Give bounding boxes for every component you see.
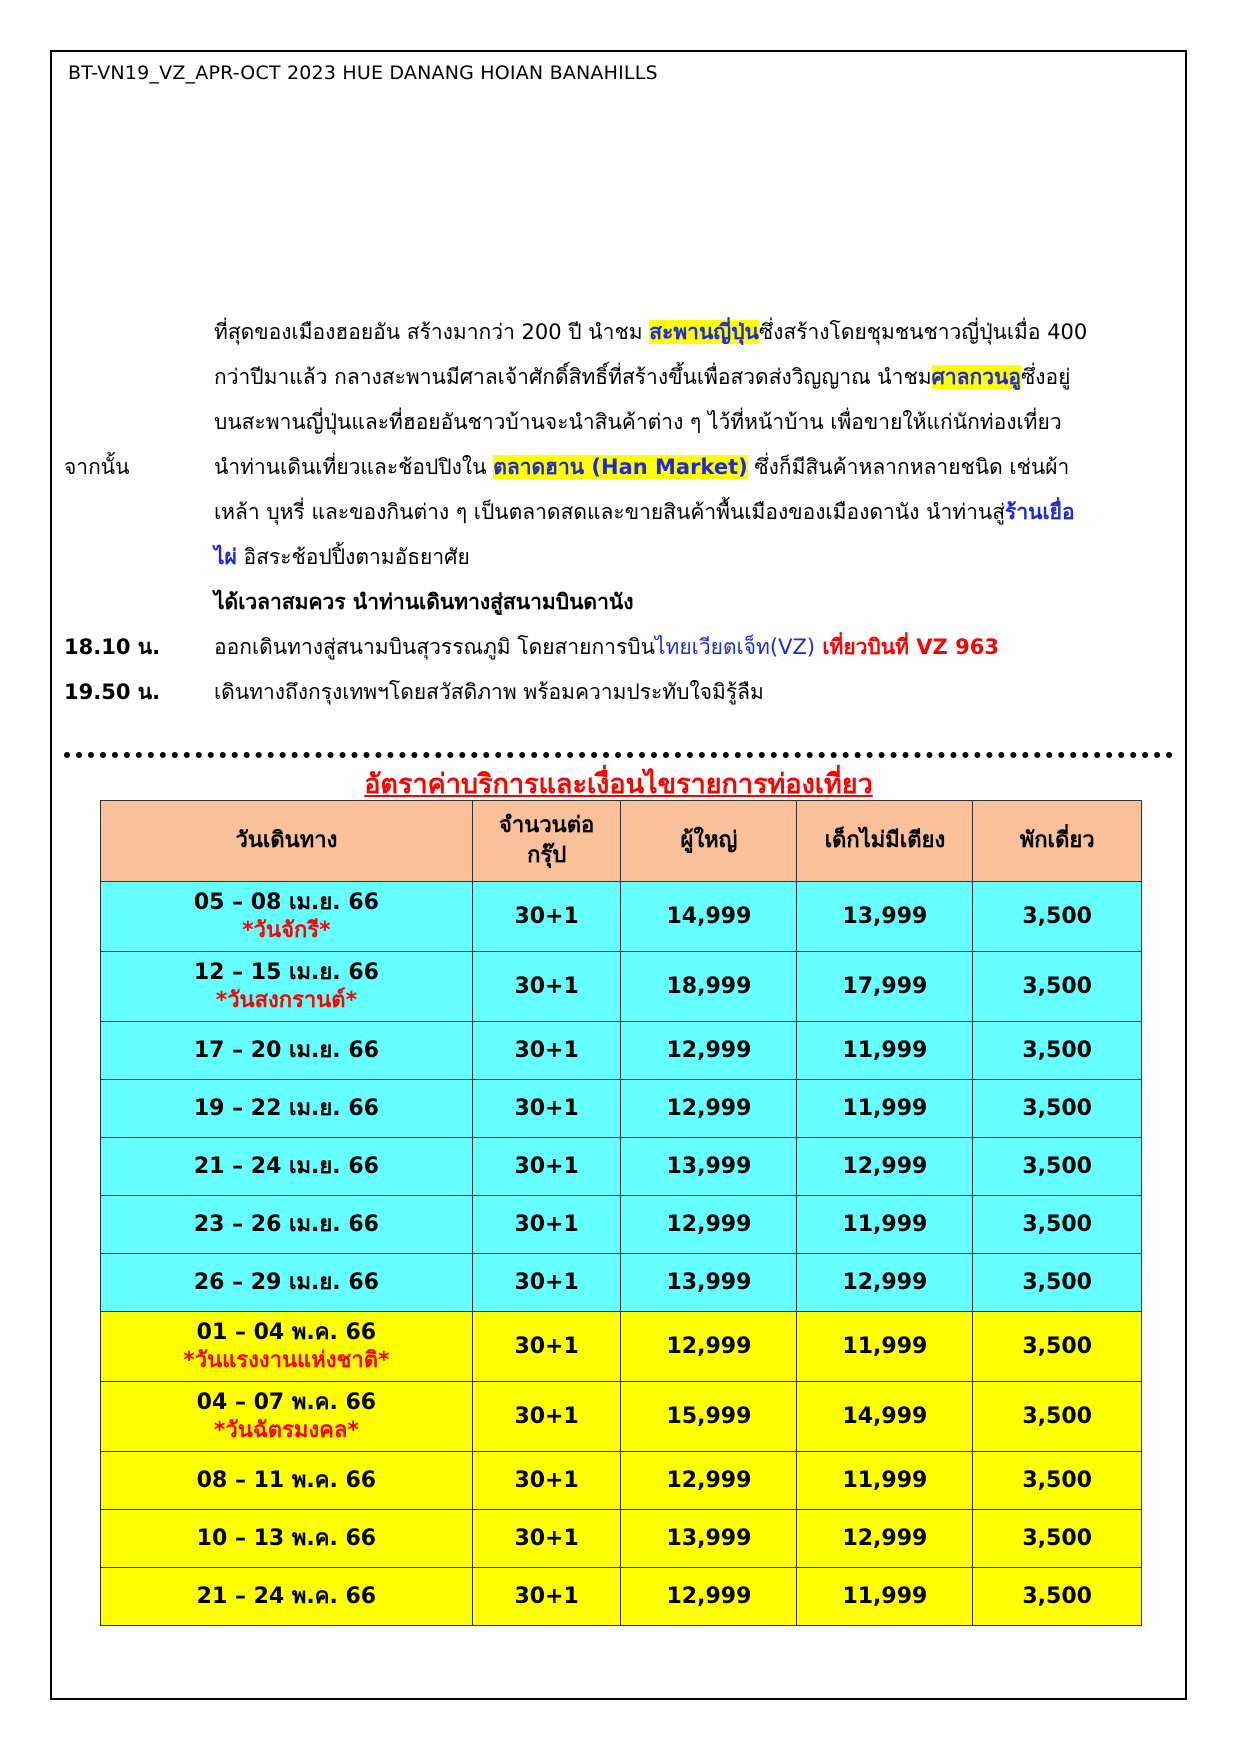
dotted-divider bbox=[64, 752, 1173, 758]
cell-travel-date bbox=[101, 1080, 473, 1138]
cell-adult-price: 13,999 bbox=[621, 1138, 797, 1196]
cell-child-price: 13,999 bbox=[797, 882, 973, 952]
time-1810: 18.10 น. bbox=[64, 635, 161, 659]
bamboo-shop-text: ร้านเยื่อ bbox=[1005, 500, 1075, 524]
text-span: อิสระช้อปปิ้งตามอัธยาศัย bbox=[236, 545, 470, 569]
table-row bbox=[101, 952, 1142, 1022]
then-label: จากนั้น bbox=[64, 455, 130, 479]
highlight-japanese-bridge: สะพานญี่ปุ่น bbox=[649, 320, 759, 344]
text-span: ซึ่งก็มีสินค้าหลากหลายชนิด เช่นผ้า bbox=[747, 455, 1070, 479]
cell-child-price: 11,999 bbox=[797, 1022, 973, 1080]
cell-adult-price: 15,999 bbox=[621, 1382, 797, 1452]
header-adult: ผู้ใหญ่ bbox=[621, 801, 797, 882]
cell-group-size: 30+1 bbox=[472, 1138, 621, 1196]
itinerary-line-8 bbox=[214, 632, 999, 662]
page-frame bbox=[50, 50, 1187, 1700]
itinerary-line-2 bbox=[214, 362, 1070, 392]
holiday-note: *วันแรงงานแห่งชาติ* bbox=[183, 1347, 390, 1373]
date-range: 08 – 11 พ.ค. 66 bbox=[196, 1467, 377, 1493]
cell-single-supplement: 3,500 bbox=[973, 1568, 1142, 1626]
flight-number: เที่ยวบินที่ VZ 963 bbox=[815, 635, 999, 659]
cell-group-size: 30+1 bbox=[472, 1452, 621, 1510]
table-row bbox=[101, 1022, 1142, 1080]
table-row bbox=[101, 1080, 1142, 1138]
cell-single-supplement: 3,500 bbox=[973, 1196, 1142, 1254]
cell-group-size: 30+1 bbox=[472, 1382, 621, 1452]
cell-child-price: 11,999 bbox=[797, 1080, 973, 1138]
table-row bbox=[101, 1568, 1142, 1626]
time-1950: 19.50 น. bbox=[64, 680, 161, 704]
date-range: 23 – 26 เม.ย. 66 bbox=[193, 1211, 379, 1237]
highlight-guan-yu-shrine: ศาลกวนอู bbox=[931, 365, 1022, 389]
cell-child-price: 12,999 bbox=[797, 1510, 973, 1568]
cell-single-supplement: 3,500 bbox=[973, 1080, 1142, 1138]
cell-adult-price: 13,999 bbox=[621, 1510, 797, 1568]
cell-adult-price: 14,999 bbox=[621, 882, 797, 952]
cell-adult-price: 12,999 bbox=[621, 1196, 797, 1254]
highlight-han-market: ตลาดฮาน (Han Market) bbox=[493, 455, 748, 479]
cell-travel-date bbox=[101, 1452, 473, 1510]
cell-child-price: 17,999 bbox=[797, 952, 973, 1022]
cell-single-supplement: 3,500 bbox=[973, 952, 1142, 1022]
itinerary-line-3: บนสะพานญี่ปุ่นและที่ฮอยอันชาวบ้านจะนำสินค้าต่าง ๆ ไว้ที่หน้าบ้าน เพื่อขายให้แก่นักท่องเที่ยว bbox=[214, 410, 1062, 434]
date-range: 12 – 15 เม.ย. 66 bbox=[193, 959, 379, 985]
cell-group-size: 30+1 bbox=[472, 1022, 621, 1080]
cell-single-supplement: 3,500 bbox=[973, 1382, 1142, 1452]
cell-single-supplement: 3,500 bbox=[973, 1452, 1142, 1510]
itinerary-line-1 bbox=[214, 317, 1087, 347]
itinerary-line-7: ได้เวลาสมควร นำท่านเดินทางสู่สนามบินดานัง bbox=[214, 590, 634, 614]
cell-single-supplement: 3,500 bbox=[973, 1254, 1142, 1312]
date-range: 26 – 29 เม.ย. 66 bbox=[193, 1269, 379, 1295]
cell-single-supplement: 3,500 bbox=[973, 1510, 1142, 1568]
cell-group-size: 30+1 bbox=[472, 1568, 621, 1626]
cell-group-size: 30+1 bbox=[472, 1510, 621, 1568]
cell-adult-price: 13,999 bbox=[621, 1254, 797, 1312]
date-range: 17 – 20 เม.ย. 66 bbox=[193, 1037, 379, 1063]
cell-group-size: 30+1 bbox=[472, 882, 621, 952]
cell-adult-price: 18,999 bbox=[621, 952, 797, 1022]
rates-table bbox=[100, 800, 1142, 1626]
text-span: กว่าปีมาแล้ว กลางสะพานมีศาลเจ้าศักดิ์สิทธิ์ที่สร้างขึ้นเพื่อสวดส่งวิญญาณ นำชม bbox=[214, 365, 932, 389]
holiday-note: *วันฉัตรมงคล* bbox=[213, 1417, 359, 1443]
table-row bbox=[101, 1138, 1142, 1196]
text-span: ซึ่งอยู่ bbox=[1021, 365, 1071, 389]
cell-single-supplement: 3,500 bbox=[973, 1138, 1142, 1196]
cell-adult-price: 12,999 bbox=[621, 1312, 797, 1382]
cell-travel-date bbox=[101, 1312, 473, 1382]
itinerary-line-4 bbox=[214, 452, 1069, 482]
cell-travel-date bbox=[101, 1254, 473, 1312]
cell-adult-price: 12,999 bbox=[621, 1568, 797, 1626]
date-range: 10 – 13 พ.ค. 66 bbox=[196, 1525, 377, 1551]
bamboo-shop-text-cont: ไผ่ bbox=[214, 545, 237, 569]
cell-group-size: 30+1 bbox=[472, 1196, 621, 1254]
text-span: ออกเดินทางสู่สนามบินสุวรรณภูมิ โดยสายการบิน bbox=[214, 635, 655, 659]
table-row bbox=[101, 1452, 1142, 1510]
cell-single-supplement: 3,500 bbox=[973, 1022, 1142, 1080]
cell-child-price: 11,999 bbox=[797, 1196, 973, 1254]
cell-group-size: 30+1 bbox=[472, 1254, 621, 1312]
cell-travel-date bbox=[101, 882, 473, 952]
cell-adult-price: 12,999 bbox=[621, 1022, 797, 1080]
table-row bbox=[101, 882, 1142, 952]
cell-travel-date bbox=[101, 952, 473, 1022]
table-row bbox=[101, 1312, 1142, 1382]
cell-single-supplement: 3,500 bbox=[973, 882, 1142, 952]
holiday-note: *วันจักรี* bbox=[242, 917, 331, 943]
itinerary-line-9: เดินทางถึงกรุงเทพฯโดยสวัสดิภาพ พร้อมความประทับใจมิรู้ลืม bbox=[214, 680, 764, 704]
cell-child-price: 11,999 bbox=[797, 1568, 973, 1626]
document-code: BT-VN19_VZ_APR-OCT 2023 HUE DANANG HOIAN BANAHILLS bbox=[68, 62, 658, 84]
itinerary-line-6 bbox=[214, 542, 470, 572]
cell-group-size: 30+1 bbox=[472, 1312, 621, 1382]
cell-single-supplement: 3,500 bbox=[973, 1312, 1142, 1382]
table-row bbox=[101, 1254, 1142, 1312]
cell-child-price: 11,999 bbox=[797, 1452, 973, 1510]
text-span: นำท่านเดินเที่ยวและช้อปปิงใน bbox=[214, 455, 494, 479]
cell-travel-date bbox=[101, 1382, 473, 1452]
header-child-no-bed: เด็กไม่มีเตียง bbox=[797, 801, 973, 882]
cell-child-price: 14,999 bbox=[797, 1382, 973, 1452]
header-travel-date: วันเดินทาง bbox=[101, 801, 473, 882]
cell-group-size: 30+1 bbox=[472, 1080, 621, 1138]
cell-adult-price: 12,999 bbox=[621, 1080, 797, 1138]
cell-travel-date bbox=[101, 1510, 473, 1568]
airline-name: ไทยเวียตเจ็ท(VZ) bbox=[654, 635, 816, 659]
table-row bbox=[101, 1382, 1142, 1452]
text-span: ซึ่งสร้างโดยชุมชนชาวญี่ปุ่นเมื่อ 400 bbox=[758, 320, 1088, 344]
header-group-size: จำนวนต่อ กรุ๊ป bbox=[472, 801, 621, 882]
rates-header-row bbox=[101, 801, 1142, 882]
date-range: 05 – 08 เม.ย. 66 bbox=[193, 889, 379, 915]
cell-group-size: 30+1 bbox=[472, 952, 621, 1022]
date-range: 21 – 24 เม.ย. 66 bbox=[193, 1153, 379, 1179]
date-range: 21 – 24 พ.ค. 66 bbox=[196, 1583, 377, 1609]
date-range: 19 – 22 เม.ย. 66 bbox=[193, 1095, 379, 1121]
table-row bbox=[101, 1196, 1142, 1254]
cell-travel-date bbox=[101, 1138, 473, 1196]
holiday-note: *วันสงกรานต์* bbox=[215, 987, 358, 1013]
rates-title: อัตราค่าบริการและเงื่อนไขรายการท่องเที่ยว bbox=[364, 769, 873, 800]
cell-child-price: 12,999 bbox=[797, 1254, 973, 1312]
rates-body bbox=[101, 882, 1142, 1626]
cell-travel-date bbox=[101, 1568, 473, 1626]
text-span: ที่สุดของเมืองฮอยอัน สร้างมากว่า 200 ปี นำชม bbox=[214, 320, 650, 344]
itinerary-line-5 bbox=[214, 497, 1075, 527]
date-range: 01 – 04 พ.ค. 66 bbox=[196, 1319, 377, 1345]
date-range: 04 – 07 พ.ค. 66 bbox=[196, 1389, 377, 1415]
cell-travel-date bbox=[101, 1196, 473, 1254]
text-span: เหล้า บุหรี่ และของกินต่าง ๆ เป็นตลาดสดและขายสินค้าพื้นเมืองของเมืองดานัง นำท่านสู่ bbox=[214, 500, 1006, 524]
cell-child-price: 12,999 bbox=[797, 1138, 973, 1196]
table-row bbox=[101, 1510, 1142, 1568]
cell-child-price: 11,999 bbox=[797, 1312, 973, 1382]
cell-adult-price: 12,999 bbox=[621, 1452, 797, 1510]
cell-travel-date bbox=[101, 1022, 473, 1080]
header-single-supplement: พักเดี่ยว bbox=[973, 801, 1142, 882]
